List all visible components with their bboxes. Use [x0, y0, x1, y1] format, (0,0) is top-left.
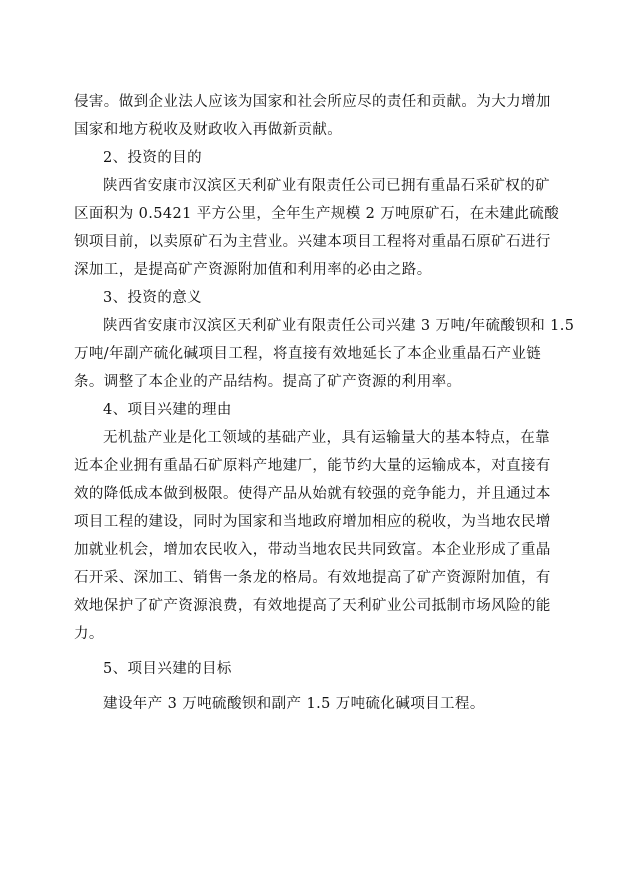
- paragraph-line: 条。调整了本企业的产品结构。提高了矿产资源的利用率。: [74, 374, 462, 390]
- section-heading-5: 5、项目兴建的目标: [103, 661, 232, 677]
- paragraph-line: 深加工，是提高矿产资源附加值和利用率的必由之路。: [74, 262, 432, 278]
- paragraph-line: 国家和地方税收及财政收入再做新贡献。: [74, 122, 343, 138]
- paragraph-line: 建设年产 3 万吨硫酸钡和副产 1.5 万吨硫化碱项目工程。: [103, 696, 485, 712]
- paragraph-line: 力。: [74, 626, 104, 642]
- paragraph-line: 侵害。做到企业法人应该为国家和社会所应尽的责任和贡献。为大力增加: [74, 94, 551, 110]
- paragraph-line: 项目工程的建设，同时为国家和当地政府增加相应的税收，为当地农民增: [74, 514, 551, 530]
- section-heading-3: 3、投资的意义: [103, 290, 203, 306]
- paragraph-line: 钡项目前，以卖原矿石为主营业。兴建本项目工程将对重晶石原矿石进行: [74, 234, 551, 250]
- paragraph-line: 石开采、深加工、销售一条龙的格局。有效地提高了矿产资源附加值，有: [74, 570, 551, 586]
- paragraph-line: 万吨/年副产硫化碱项目工程，将直接有效地延长了本企业重晶石产业链: [74, 346, 542, 362]
- section-heading-2: 2、投资的目的: [103, 150, 203, 166]
- paragraph-line: 效地保护了矿产资源浪费，有效地提高了天利矿业公司抵制市场风险的能: [74, 598, 551, 614]
- section-heading-4: 4、项目兴建的理由: [103, 402, 232, 418]
- paragraph-line: 区面积为 0.5421 平方公里，全年生产规模 2 万吨原矿石，在未建此硫酸: [74, 206, 560, 222]
- paragraph-line: 陕西省安康市汉滨区天利矿业有限责任公司已拥有重晶石采矿权的矿: [103, 178, 550, 194]
- paragraph-line: 无机盐产业是化工领域的基础产业，具有运输量大的基本特点，在靠: [103, 430, 550, 446]
- paragraph-line: 陕西省安康市汉滨区天利矿业有限责任公司兴建 3 万吨/年硫酸钡和 1.5: [103, 318, 575, 334]
- paragraph-line: 加就业机会，增加农民收入，带动当地农民共同致富。本企业形成了重晶: [74, 542, 551, 558]
- document-body: [74, 88, 575, 718]
- paragraph-line: 近本企业拥有重晶石矿原料产地建厂，能节约大量的运输成本，对直接有: [74, 458, 551, 474]
- paragraph-line: 效的降低成本做到极限。使得产品从始就有较强的竞争能力，并且通过本: [74, 486, 551, 502]
